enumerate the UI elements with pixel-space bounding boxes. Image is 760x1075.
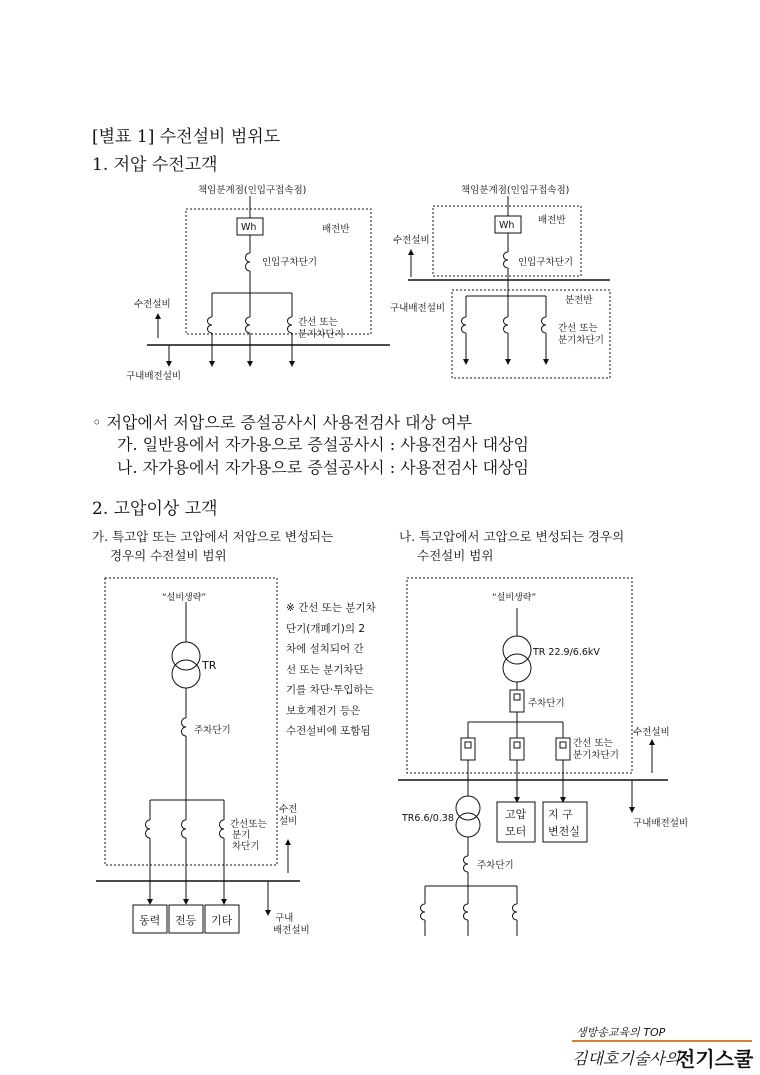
d1-branch-breaker-3 <box>288 317 293 333</box>
d3-supply-label-b: 설비 <box>279 816 298 827</box>
d1-main-breaker-symbol <box>246 253 251 271</box>
d2-subpanel-label: 분전반 <box>565 295 593 306</box>
bullet-item-b: 나. 자가용에서 자가용으로 증설공사시 : 사용전검사 대상임 <box>117 458 529 477</box>
d4-motor-label-b: 모터 <box>505 825 527 838</box>
brand-name-a: 김대호기술사의 <box>572 1049 681 1068</box>
d4-tr-label: TR 22.9/6.6kV <box>533 647 600 658</box>
d4-branch-breaker-3 <box>556 738 570 760</box>
d3-internal-label-a: 구내 <box>275 913 294 924</box>
d2-boundary-label: 책임분계점(인입구접속점) <box>461 185 570 196</box>
d2-panel-label: 배전반 <box>538 215 566 226</box>
d4-motor-label-a: 고압 <box>505 808 527 821</box>
d3-main-breaker-label: 주차단기 <box>194 725 231 736</box>
d3-load-2-label: 전등 <box>175 914 197 927</box>
d1-branch-label-2: 분기차단기 <box>298 329 344 340</box>
d3-transformer-lower <box>172 660 200 688</box>
d4-main-breaker-2-label: 주차단기 <box>477 860 514 871</box>
d2-meter-label: Wh <box>499 220 515 231</box>
caption-b-line1: 나. 특고압에서 고압으로 변성되는 경우의 <box>399 529 625 544</box>
d2-main-breaker-symbol <box>504 252 509 268</box>
d4-substation-label-a: 지 구 <box>548 808 573 821</box>
diagram-1-low-voltage <box>147 196 390 364</box>
d4-internal-label: 구내배전설비 <box>633 818 689 829</box>
note-line-4: 선 또는 분기차단 <box>286 663 364 676</box>
bullet-item-a: 가. 일반용에서 자가용으로 증설공사시 : 사용전검사 대상임 <box>117 435 529 454</box>
note-line-5: 기를 차단·투입하는 <box>286 684 374 696</box>
bullet-lead: ◦ 저압에서 저압으로 증설공사시 사용전검사 대상 여부 <box>92 413 472 432</box>
d1-meter-label: Wh <box>241 222 257 233</box>
d3-main-breaker <box>182 718 187 736</box>
note-line-6: 보호계전기 등은 <box>286 704 361 717</box>
d4-branch-breaker-2 <box>510 738 524 760</box>
d3-branch-label-c: 차단기 <box>232 841 260 852</box>
brand-tagline: 생방송교육의 TOP <box>576 1026 666 1039</box>
d4-substation-label-b: 변전실 <box>548 825 580 838</box>
note-line-1: ※ 간선 또는 분기차 <box>286 602 376 614</box>
d2-supply-label: 수전설비 <box>393 235 430 246</box>
d1-internal-label: 구내배전설비 <box>126 371 182 382</box>
d4-transformer-lower <box>503 654 531 682</box>
d1-panel-label: 배전반 <box>322 224 350 235</box>
d4-supply-label: 수전설비 <box>633 727 670 738</box>
diagram-4-ehv-to-hv <box>398 578 668 936</box>
d1-supply-label: 수전설비 <box>134 299 171 310</box>
caption-b-line2: 수전설비 범위 <box>417 548 494 563</box>
section-2-heading: 2. 고압이상 고객 <box>92 499 218 519</box>
note-line-7: 수전설비에 포함됨 <box>286 725 371 737</box>
d3-supply-label-a: 수전 <box>279 804 298 815</box>
d4-transformer2-lower <box>456 813 480 837</box>
d3-tr-label: TR <box>202 659 217 672</box>
d3-internal-label-b: 배전설비 <box>273 925 310 936</box>
d3-branch-label-b: 분기 <box>232 830 251 841</box>
d3-branch-label-a: 간선또는 <box>230 819 267 830</box>
note-line-2: 단기(개폐기)의 2 <box>286 622 366 635</box>
diagram-3-hv-to-lv <box>96 578 300 933</box>
d4-transformer-upper <box>503 636 531 664</box>
d3-design-label: “설비생략” <box>162 593 207 603</box>
d1-branch-label: 간선 또는 <box>298 317 338 328</box>
caption-a-line1: 가. 특고압 또는 고압에서 저압으로 변성되는 <box>92 529 334 544</box>
d4-main-breaker-box <box>510 690 524 712</box>
d4-tr2-label: TR6.6/0.38 <box>402 813 454 824</box>
d3-transformer-upper <box>172 642 200 670</box>
d1-branch-breaker-2 <box>246 317 251 333</box>
d4-branch-label-b: 분기차단기 <box>573 750 619 761</box>
d2-branch-label-2: 분기차단기 <box>558 335 604 346</box>
page-title: [별표 1] 수전설비 범위도 <box>92 127 281 147</box>
d1-boundary-label: 책임분계점(인입구접속점) <box>198 185 307 196</box>
d4-design-label: “설비생략” <box>492 593 537 603</box>
d2-main-breaker-label: 인입구차단기 <box>518 257 574 268</box>
caption-a-line2: 경우의 수전설비 범위 <box>110 548 227 563</box>
section-1-heading: 1. 저압 수전고객 <box>92 155 218 175</box>
d1-main-breaker-label: 인입구차단기 <box>262 257 318 268</box>
d2-internal-label: 구내배전설비 <box>390 303 446 314</box>
d3-load-1-label: 동력 <box>139 914 161 927</box>
note-line-3: 차에 설치되어 간 <box>286 643 364 655</box>
d3-load-3-label: 기타 <box>211 914 233 927</box>
brand-name-b: 전기스쿨 <box>676 1047 754 1071</box>
d4-branch-label-a: 간선 또는 <box>573 738 613 749</box>
d4-main-breaker-label: 주차단기 <box>528 698 565 709</box>
d4-branch-breaker-1 <box>461 738 475 760</box>
brand-logo <box>572 1026 754 1071</box>
d2-branch-label: 간선 또는 <box>558 323 598 334</box>
d4-main-breaker-2 <box>464 856 469 872</box>
d1-branch-breaker-1 <box>208 317 213 333</box>
